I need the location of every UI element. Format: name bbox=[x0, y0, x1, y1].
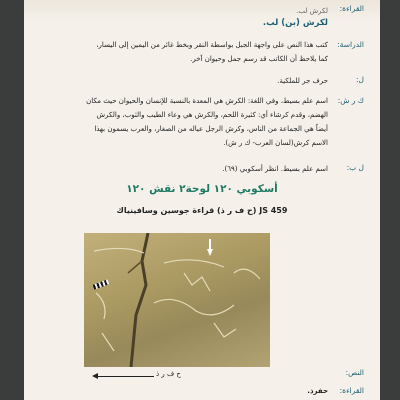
study-label: الدراسة: bbox=[337, 40, 364, 49]
krsh-line: أيضاً هي الجماعة من الناس، وكرش الرجل عياله من الصغار، والعرب يسمون بهذا bbox=[94, 125, 328, 133]
photo-pointer-stem bbox=[209, 239, 211, 249]
reading-label: القراءة: bbox=[339, 386, 364, 395]
krsh-line: الهضم، وقدم كرشاء أي: كثيرة اللحم، والكرش هي وعاء الطيب والثوب، والكرش bbox=[96, 111, 328, 119]
arrow-left-icon bbox=[92, 373, 98, 379]
section-heading: لكرش (بن) لب. bbox=[262, 18, 328, 28]
l-label: ل: bbox=[356, 75, 364, 84]
reading-label-top: القراءة: bbox=[339, 4, 364, 13]
study-line: كتب هذا النص على واجهة الجبل بواسطة النقر وبخط غائر من اليمين إلى اليسار، bbox=[96, 41, 328, 49]
transcription-text: ح ف ر ذ bbox=[156, 370, 181, 378]
rock-cracks-drawing bbox=[84, 233, 270, 367]
lb-text: اسم علم بسيط. انظر أسكوبي (٦٩). bbox=[222, 165, 328, 173]
writing-direction-arrow bbox=[96, 376, 154, 377]
study-paragraph bbox=[64, 38, 328, 66]
inscription-subtitle: JS 459 (ح ف ر ذ) قراءة جوسين وسافينياك bbox=[116, 206, 288, 215]
lb-label: ل ب: bbox=[346, 163, 364, 172]
reading-text-top: لكرش لب. bbox=[296, 7, 328, 15]
study-line: كما يلاحظ أن الكاتب قد رسم جمل وحيوان آخر. bbox=[190, 55, 328, 63]
rock-inscription-photo bbox=[84, 233, 270, 367]
krsh-line: الاسم كرش(لسان العرب- ك ر ش). bbox=[223, 139, 328, 147]
inscription-title: أسكوبي ١٢٠ لوحة٢ نقش ١٢٠ bbox=[126, 183, 278, 195]
l-text: حرف جر للملكية. bbox=[277, 77, 328, 85]
krsh-line: اسم علم بسيط، وفي اللغة: الكرش هي المعدة بالنسبة للإنسان والحيوان حيث مكان bbox=[86, 97, 328, 105]
text-label: النص: bbox=[345, 368, 364, 377]
reading-text: حفرذ. bbox=[307, 387, 328, 395]
photo-pointer-icon bbox=[207, 249, 213, 256]
krsh-label: ك ر ش: bbox=[337, 96, 364, 105]
krsh-paragraph bbox=[64, 94, 328, 150]
